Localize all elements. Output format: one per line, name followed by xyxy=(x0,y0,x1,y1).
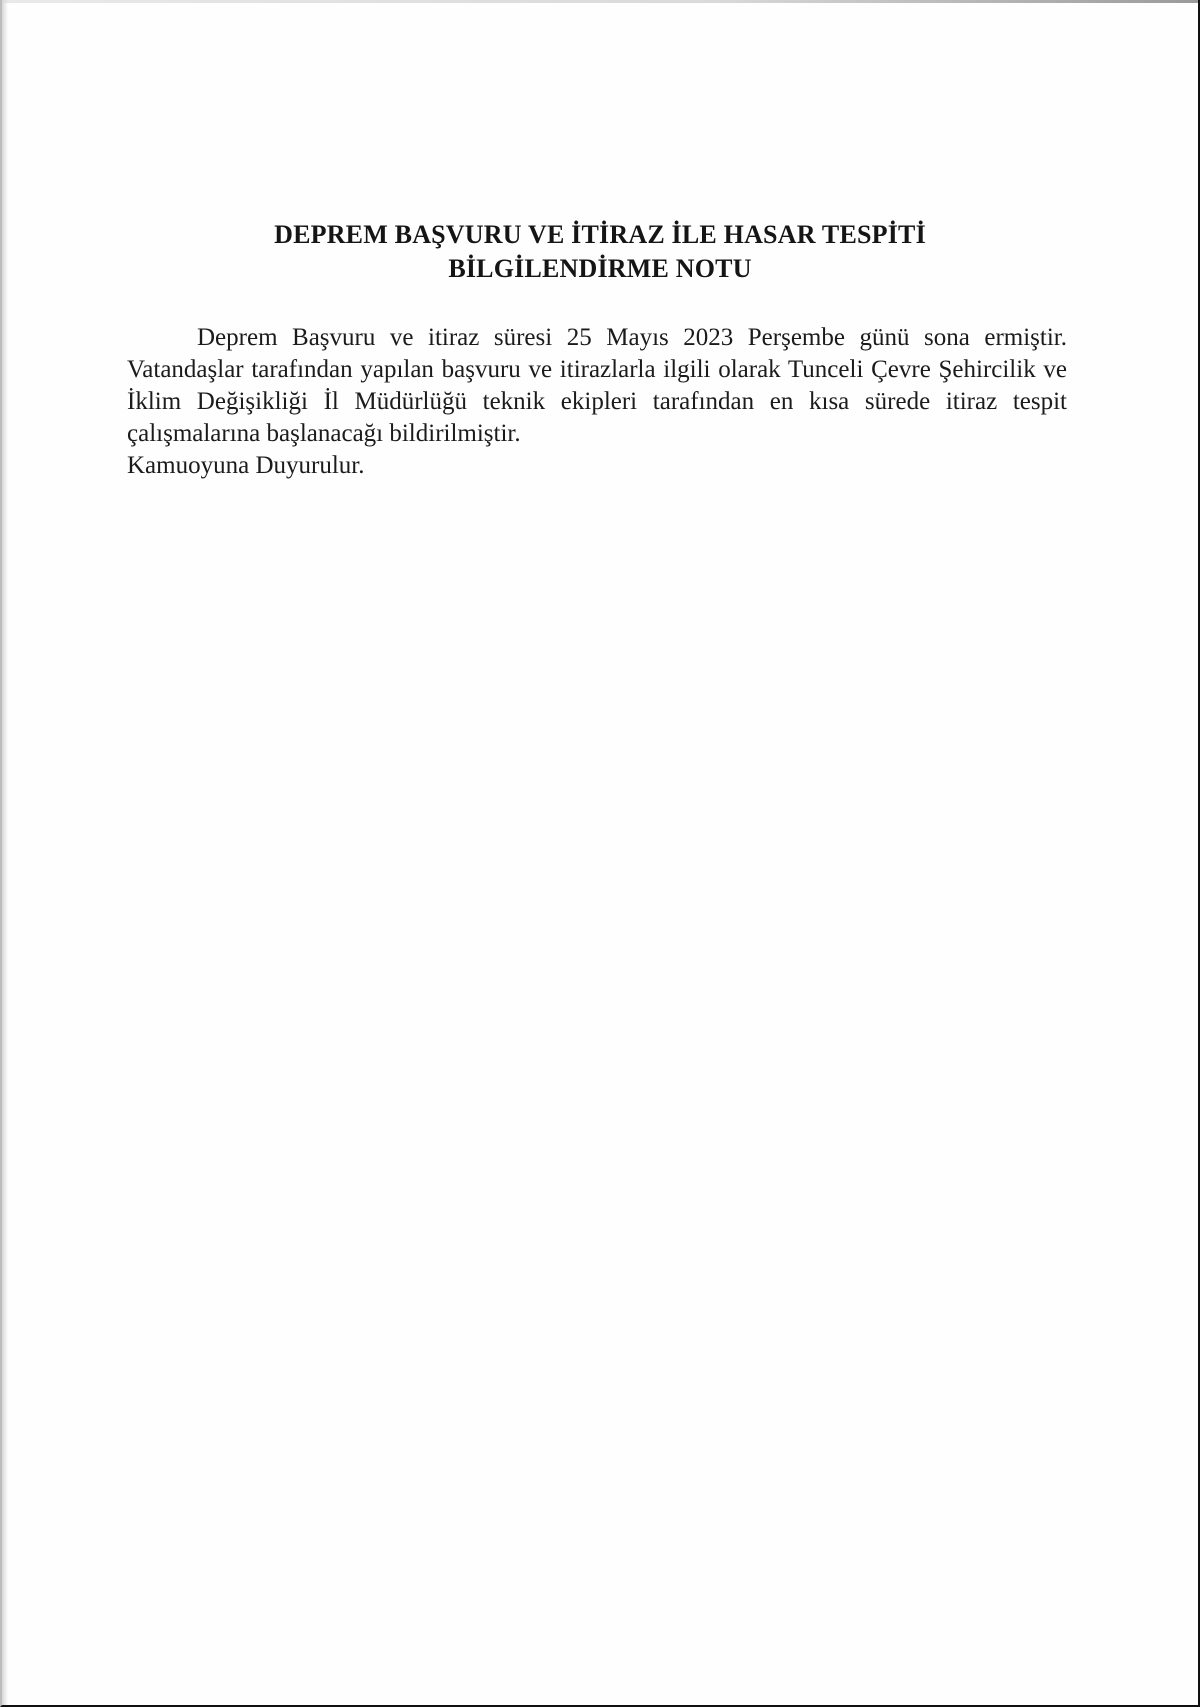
document-body xyxy=(127,322,1067,482)
scan-edge-top xyxy=(2,0,1198,3)
title-line-2: BİLGİLENDİRME NOTU xyxy=(448,254,752,283)
title-line-1: DEPREM BAŞVURU VE İTİRAZ İLE HASAR TESPİTİ xyxy=(274,220,926,249)
announcement-paragraph: Deprem Başvuru ve itiraz süresi 25 Mayıs 2023 Perşembe günü sona ermiştir. Vatandaşlar tarafından yapılan başvuru ve itirazlarla ilgili olarak Tunceli Çevre Şehircilik ve İklim Değişikliği İl Müdürlüğü teknik ekipleri tarafından en kısa sürede itiraz tespit çalışmalarına başlanacağı bildirilmiştir. xyxy=(127,324,1067,447)
document-title xyxy=(2,218,1198,286)
closing-line: Kamuoyuna Duyurulur. xyxy=(127,452,365,479)
